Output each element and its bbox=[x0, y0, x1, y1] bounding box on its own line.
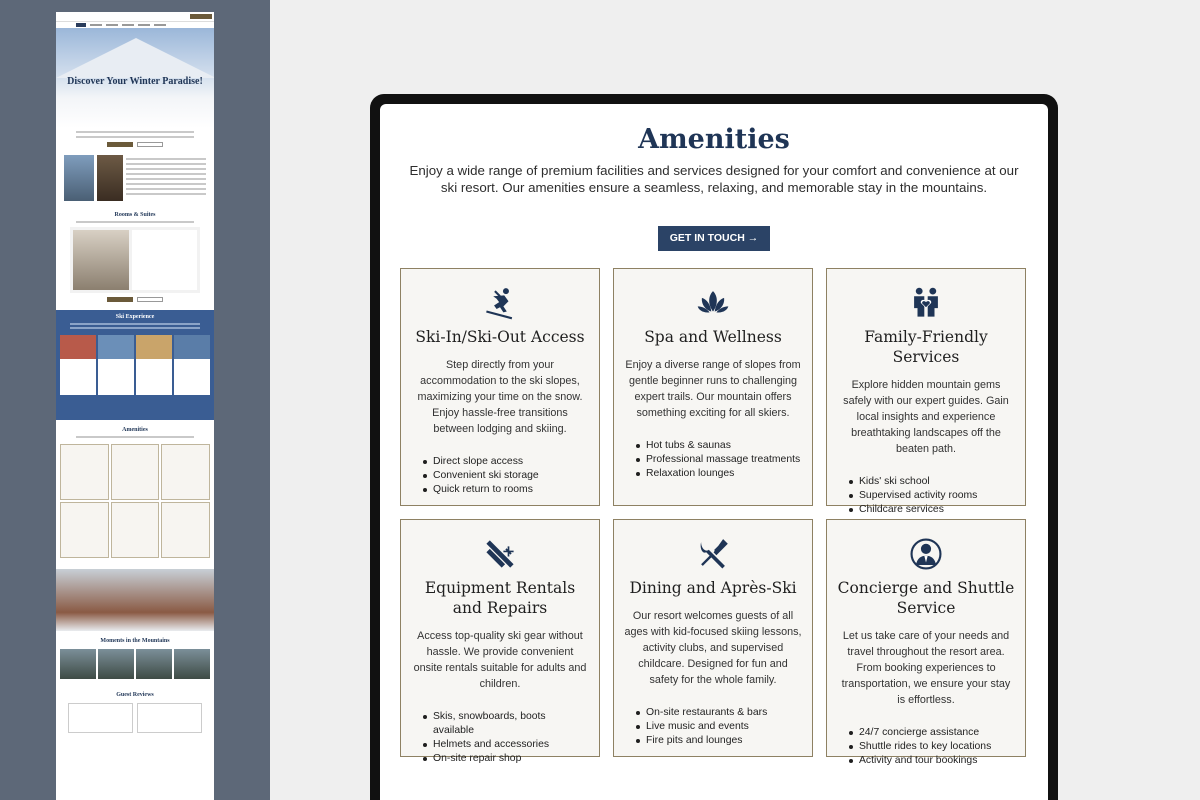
amenity-card bbox=[613, 268, 813, 506]
list-item: Quick return to rooms bbox=[423, 483, 589, 497]
preview-mountain bbox=[56, 38, 214, 78]
list-item: On-site repair shop bbox=[423, 752, 589, 766]
amenity-card bbox=[613, 519, 813, 757]
list-item: Direct slope access bbox=[423, 455, 589, 469]
list-item: Professional massage treatments bbox=[636, 453, 802, 467]
amenity-card bbox=[400, 268, 600, 506]
amenity-list bbox=[837, 726, 1015, 768]
tablet-frame bbox=[370, 94, 1058, 800]
tablet-screen bbox=[380, 104, 1048, 800]
utensils-icon bbox=[624, 536, 802, 572]
list-item: Childcare services bbox=[849, 503, 1015, 517]
list-item: On-site restaurants & bars bbox=[636, 706, 802, 720]
amenity-title: Ski-In/Ski-Out Access bbox=[415, 328, 585, 346]
family-icon bbox=[837, 285, 1015, 321]
amenity-list bbox=[411, 710, 589, 766]
amenity-description: Step directly from your accommodation to the ski slopes, maximizing your time on the snow. Enjoy hassle-free transitions between lodging and skiing. bbox=[417, 359, 583, 435]
preview-about bbox=[56, 151, 214, 205]
preview-cabin-image bbox=[56, 569, 214, 631]
amenity-description: Our resort welcomes guests of all ages with kid-focused skiing lessons, activity clubs, and supervised childcare. Designed for fun and safety for the whole family. bbox=[624, 610, 802, 686]
list-item: Helmets and accessories bbox=[423, 738, 589, 752]
preview-amenities bbox=[56, 420, 214, 565]
concierge-icon bbox=[837, 536, 1015, 572]
page-preview-thumbnail bbox=[56, 12, 214, 800]
preview-reviews bbox=[56, 685, 214, 739]
amenity-description: Explore hidden mountain gems safely with our expert guides. Gain local insights and experience breathtaking landscapes off the beaten path. bbox=[843, 379, 1009, 455]
amenity-title: Concierge and Shuttle Service bbox=[837, 579, 1015, 617]
section-intro: Enjoy a wide range of premium facilities and services designed for your comfort and convenience at our ski resort. Our amenities ensure a seamless, relaxing, and memorable stay in the mountains. bbox=[409, 163, 1019, 195]
preview-reviews-title: Guest Reviews bbox=[116, 692, 154, 698]
amenity-title: Equipment Rentals and Repairs bbox=[424, 579, 576, 617]
amenity-list bbox=[411, 455, 589, 497]
preview-book-button bbox=[190, 14, 212, 19]
amenity-title: Dining and Après-Ski bbox=[629, 579, 797, 597]
preview-rooms-title: Rooms & Suites bbox=[114, 212, 156, 218]
lotus-icon bbox=[624, 285, 802, 321]
amenity-title: Family-Friendly Services bbox=[864, 328, 988, 366]
amenity-list bbox=[837, 475, 1015, 517]
list-item: Live music and events bbox=[636, 720, 802, 734]
list-item: Activity and tour bookings bbox=[849, 754, 1015, 768]
list-item: Relaxation lounges bbox=[636, 467, 802, 481]
list-item: Skis, snowboards, boots available bbox=[423, 710, 589, 738]
amenity-description: Let us take care of your needs and travel throughout the resort area. From booking experiences to transportation, we ensure your stay is effortless. bbox=[841, 630, 1011, 706]
skier-icon bbox=[411, 285, 589, 321]
amenity-description: Enjoy a diverse range of slopes from gentle beginner runs to challenging expert trails. Our mountain offers something exciting for all skiers. bbox=[625, 359, 801, 419]
list-item: Kids' ski school bbox=[849, 475, 1015, 489]
list-item: Supervised activity rooms bbox=[849, 489, 1015, 503]
amenity-list bbox=[624, 439, 802, 481]
preview-hero-title: Discover Your Winter Paradise! bbox=[67, 76, 203, 87]
section-title: Amenities bbox=[638, 124, 790, 155]
preview-moments bbox=[56, 631, 214, 685]
preview-ski-title: Ski Experience bbox=[115, 314, 155, 320]
amenity-card bbox=[400, 519, 600, 764]
preview-amenities-title: Amenities bbox=[122, 427, 148, 433]
preview-rooms bbox=[56, 205, 214, 310]
left-background bbox=[0, 0, 270, 800]
list-item: Convenient ski storage bbox=[423, 469, 589, 483]
list-item: Fire pits and lounges bbox=[636, 734, 802, 748]
list-item: Hot tubs & saunas bbox=[636, 439, 802, 453]
list-item: 24/7 concierge assistance bbox=[849, 726, 1015, 740]
amenity-card bbox=[826, 519, 1026, 766]
preview-hero bbox=[56, 28, 214, 128]
get-in-touch-button[interactable]: GET IN TOUCH → bbox=[658, 226, 770, 251]
amenities-grid bbox=[400, 268, 1028, 766]
preview-moments-title: Moments in the Mountains bbox=[100, 638, 170, 644]
preview-ski-experience bbox=[56, 310, 214, 420]
amenity-description: Access top-quality ski gear without hassle. We provide convenient onsite rentals suitable for adults and children. bbox=[413, 630, 587, 690]
preview-header bbox=[56, 12, 214, 22]
list-item: Shuttle rides to key locations bbox=[849, 740, 1015, 754]
skis-icon bbox=[411, 536, 589, 572]
amenity-card bbox=[826, 268, 1026, 515]
amenity-list bbox=[624, 706, 802, 748]
amenity-title: Spa and Wellness bbox=[644, 328, 782, 346]
